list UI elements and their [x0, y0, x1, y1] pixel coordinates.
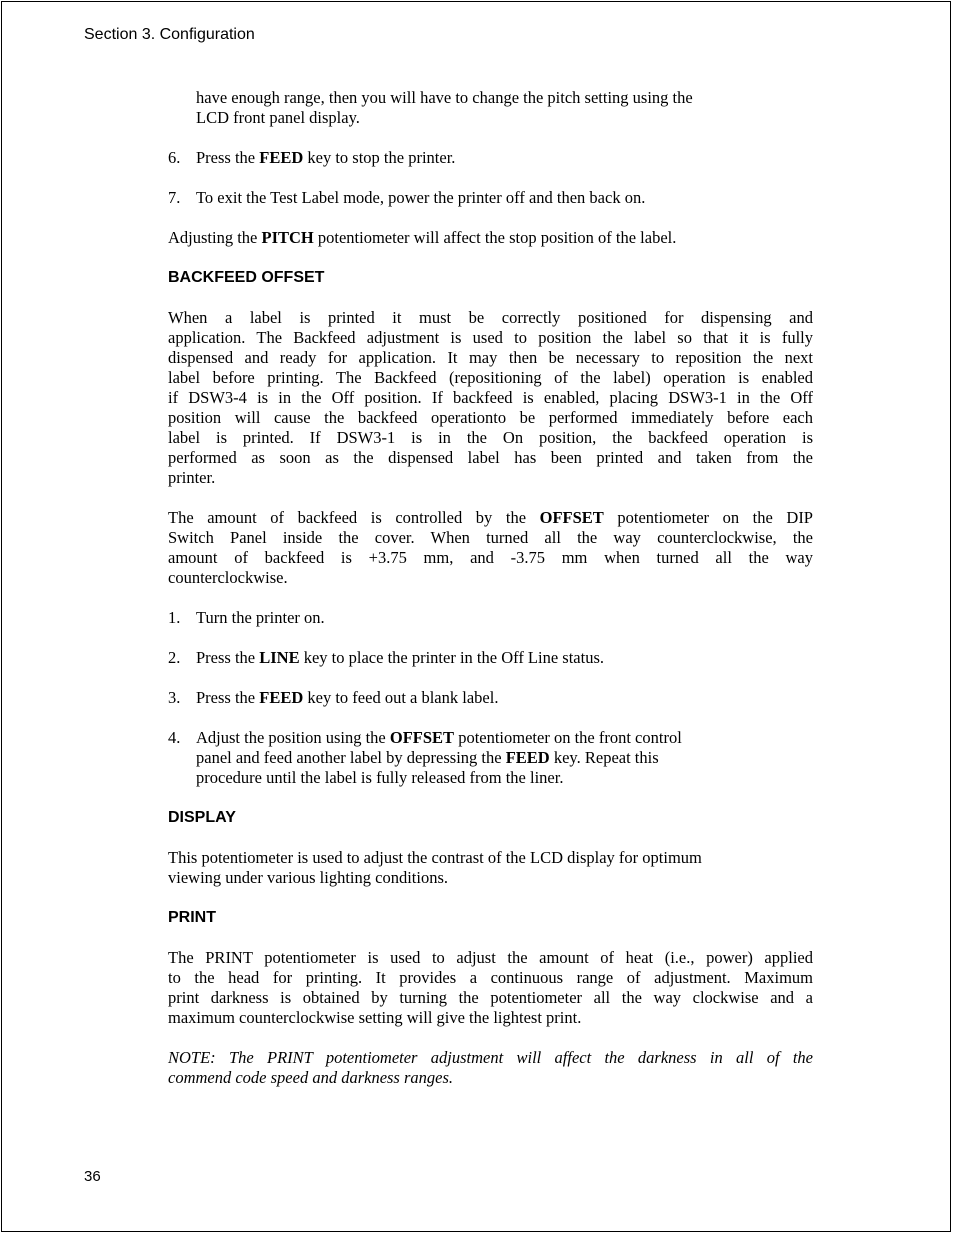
print-para-line: to the head for printing. It provides a continuous range of adjustment. Maximum [168, 968, 813, 987]
backfeed-para1-line: label is printed. If DSW3-1 is in the On position, the backfeed operation is [168, 428, 813, 447]
step-1-number: 1. [168, 608, 181, 627]
backfeed-para2-line: Switch Panel inside the cover. When turned all the way counterclockwise, the [168, 528, 813, 547]
print-heading: PRINT [168, 909, 216, 926]
backfeed-para1-line: position will cause the backfeed operationto be performed immediately before each [168, 408, 813, 427]
step-1-text: Turn the printer on. [196, 608, 325, 627]
print-note-line: NOTE: The PRINT potentiometer adjustment will affect the darkness in all of the [168, 1048, 813, 1067]
step-4-line-1: Adjust the position using the OFFSET potentiometer on the front control [196, 728, 682, 747]
step-3-number: 3. [168, 688, 181, 707]
step-4-line-3: procedure until the label is fully released from the liner. [196, 768, 564, 787]
step-4-line-2: panel and feed another label by depressing the FEED key. Repeat this [196, 748, 659, 767]
print-note-line: commend code speed and darkness ranges. [168, 1068, 454, 1087]
display-line-1: This potentiometer is used to adjust the contrast of the LCD display for optimum [168, 848, 702, 867]
step-4-number: 4. [168, 728, 181, 747]
step-6-text: Press the FEED key to stop the printer. [196, 148, 456, 167]
step-7-text: To exit the Test Label mode, power the printer off and then back on. [196, 188, 646, 207]
intro-line-1: have enough range, then you will have to change the pitch setting using the [196, 88, 693, 107]
page-number: 36 [84, 1168, 101, 1185]
backfeed-para1-line: if DSW3-4 is in the Off position. If backfeed is enabled, placing DSW3-1 in the Off [168, 388, 813, 407]
backfeed-para1-line: application. The Backfeed adjustment is used to position the label so that it is fully [168, 328, 813, 347]
backfeed-para1-line: dispensed and ready for application. It may then be necessary to reposition the next [168, 348, 813, 367]
backfeed-para2-line: The amount of backfeed is controlled by the OFFSET potentiometer on the DIP [168, 508, 813, 527]
pitch-note: Adjusting the PITCH potentiometer will affect the stop position of the label. [168, 228, 677, 247]
intro-line-2: LCD front panel display. [196, 108, 360, 127]
backfeed-para1-line: label before printing. The Backfeed (repositioning of the label) operation is enabled [168, 368, 813, 387]
step-6-number: 6. [168, 148, 181, 167]
backfeed-para2-line: counterclockwise. [168, 568, 288, 587]
step-7-number: 7. [168, 188, 181, 207]
display-line-2: viewing under various lighting conditions. [168, 868, 449, 887]
running-header: Section 3. Configuration [84, 26, 255, 43]
backfeed-para1-line: printer. [168, 468, 216, 487]
backfeed-para1-line: performed as soon as the dispensed label has been printed and taken from the [168, 448, 813, 467]
print-para-line: print darkness is obtained by turning the potentiometer all the way clockwise and a [168, 988, 813, 1007]
step-2-number: 2. [168, 648, 181, 667]
step-2-text: Press the LINE key to place the printer in the Off Line status. [196, 648, 605, 667]
backfeed-para1-line: When a label is printed it must be correctly positioned for dispensing and [168, 308, 813, 327]
step-3-text: Press the FEED key to feed out a blank label. [196, 688, 499, 707]
print-para-line: maximum counterclockwise setting will give the lightest print. [168, 1008, 582, 1027]
backfeed-heading: BACKFEED OFFSET [168, 269, 325, 286]
print-para-line: The PRINT potentiometer is used to adjust the amount of heat (i.e., power) applied [168, 948, 813, 967]
backfeed-para2-line: amount of backfeed is +3.75 mm, and -3.75 mm when turned all the way [168, 548, 813, 567]
display-heading: DISPLAY [168, 809, 236, 826]
